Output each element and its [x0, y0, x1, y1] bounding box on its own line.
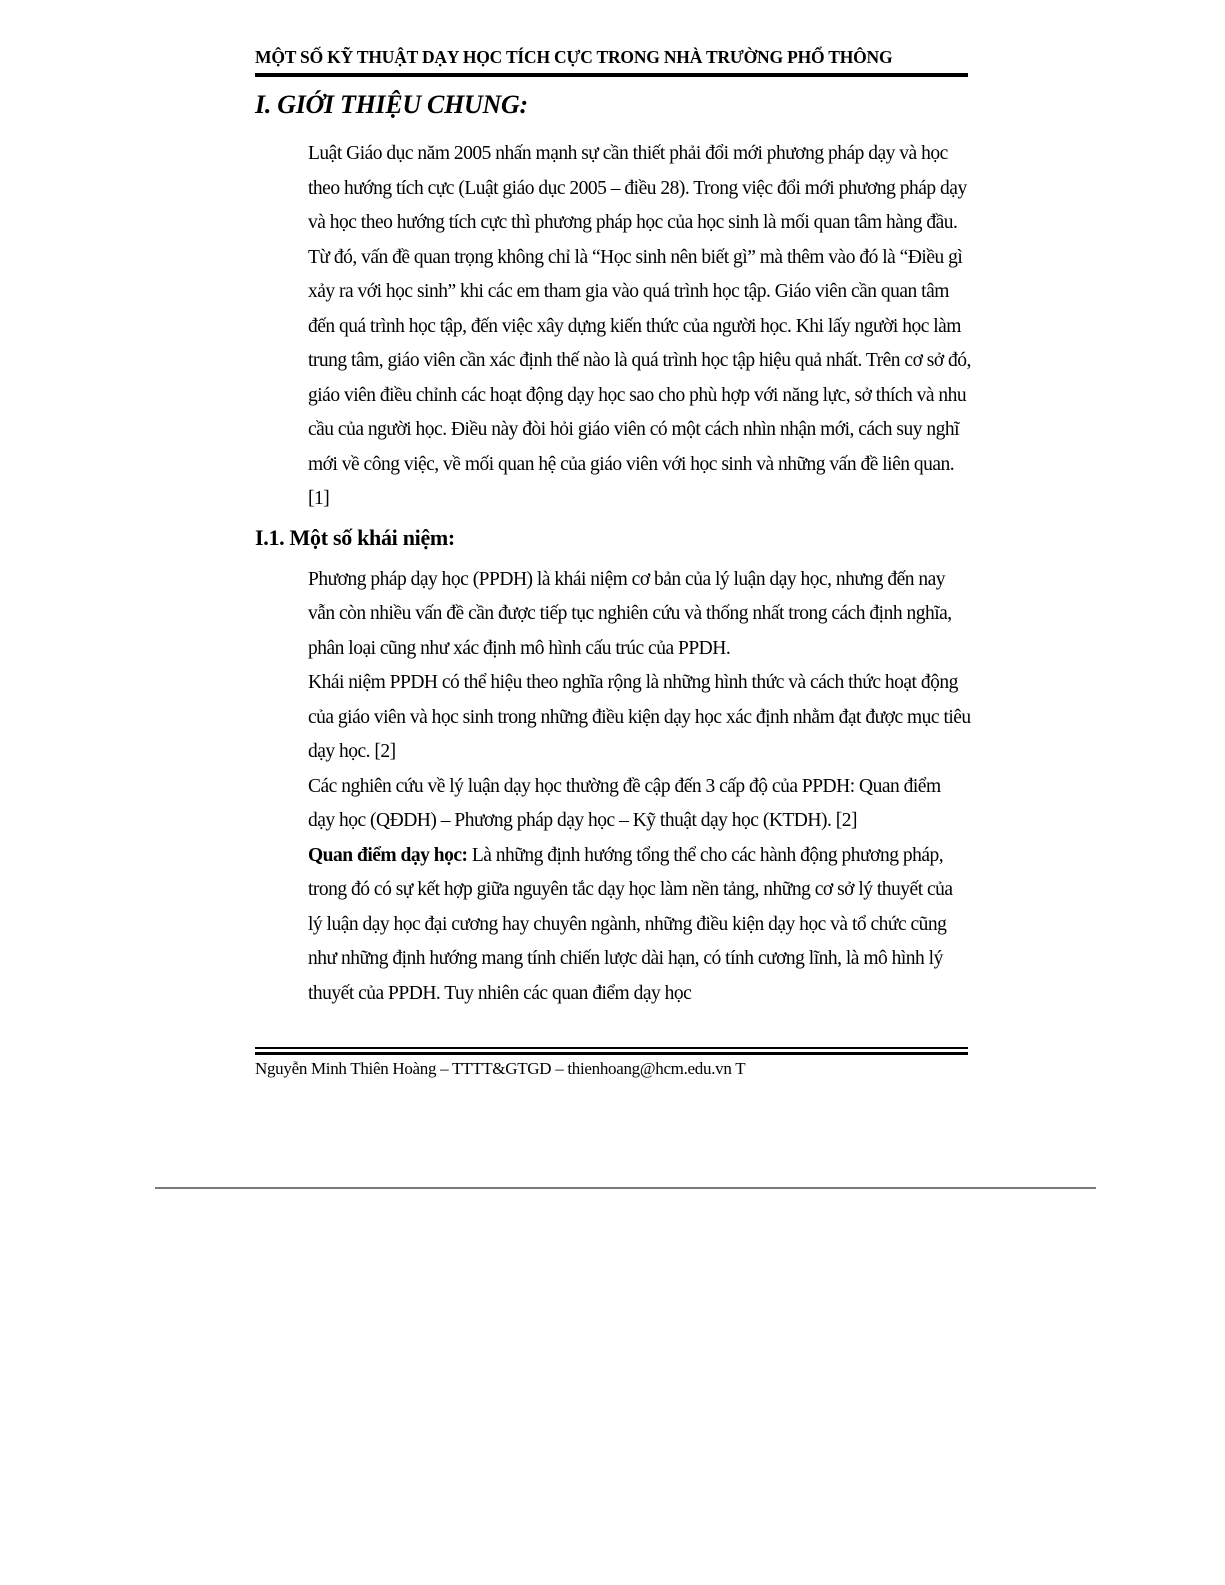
section-1-body: [308, 137, 971, 517]
document-footer: [255, 1047, 968, 1080]
document-header: [255, 46, 968, 77]
footer-double-rule: [255, 1047, 968, 1055]
section-1-1-body: [308, 563, 971, 1012]
paragraph: Khái niệm PPDH có thể hiệu theo nghĩa rộng là những hình thức và cách thức hoạt động của giáo viên và học sinh trong những điều kiện dạy học xác định nhằm đạt được mục tiêu dạy học. [2]: [308, 672, 971, 762]
paragraph-continuation: Là những định hướng tổng thể cho các hành động phương pháp, trong đó có sự kết hợp giữa nguyên tắc dạy học làm nền tảng, những cơ sở lý thuyết của lý luận dạy học đại cương hay chuyên ngành, những điều kiện dạy học và tổ chức cũng như những định hướng mang tính chiến lược dài hạn, có tính cương lĩnh, là mô hình lý thuyết của PPDH. Tuy nhiên các quan điểm dạy học: [308, 844, 953, 1004]
document-header-title: MỘT SỐ KỸ THUẬT DẠY HỌC TÍCH CỰC TRONG NHÀ TRƯỜNG PHỔ THÔNG: [255, 47, 893, 67]
paragraph: [308, 839, 971, 1012]
section-1-1-heading: I.1. Một số khái niệm:: [255, 524, 455, 550]
paragraph: Luật Giáo dục năm 2005 nhấn mạnh sự cần thiết phải đổi mới phương pháp dạy và học theo hướng tích cực (Luật giáo dục 2005 – điều 28). Trong việc đổi mới phương pháp dạy và học theo hướng tích cực thì phương pháp học của học sinh là mối quan tâm hàng đầu.: [308, 143, 967, 233]
paragraph: Từ đó, vấn đề quan trọng không chỉ là “Học sinh nên biết gì” mà thêm vào đó là “Điều gì xảy ra với học sinh” khi các em tham gia vào quá trình học tập. Giáo viên cần quan tâm đến quá trình học tập, đến việc xây dựng kiến thức của người học. Khi lấy người học làm trung tâm, giáo viên cần xác định thế nào là quá trình học tập hiệu quả nhất. Trên cơ sở đó, giáo viên điều chỉnh các hoạt động dạy học sao cho phù hợp với năng lực, sở thích và nhu cầu của người học. Điều này đòi hỏi giáo viên có một cách nhìn nhận mới, cách suy nghĩ mới về công việc, về mối quan hệ của giáo viên với học sinh và những vấn đề liên quan.[1]: [308, 246, 971, 509]
page-content: [255, 46, 971, 1011]
page-separator-line: [155, 1187, 1096, 1189]
paragraph: Phương pháp dạy học (PPDH) là khái niệm cơ bản của lý luận dạy học, nhưng đến nay vẫn còn nhiều vấn đề cần được tiếp tục nghiên cứu và thống nhất trong cách định nghĩa, phân loại cũng như xác định mô hình cấu trúc của PPDH.: [308, 568, 952, 659]
paragraph-bold-lead: Quan điểm dạy học:: [308, 844, 468, 866]
paragraph: Các nghiên cứu về lý luận dạy học thường đề cập đến 3 cấp độ của PPDH: Quan điểm dạy học (QĐDH) – Phương pháp dạy học – Kỹ thuật dạy học (KTDH). [2]: [308, 775, 941, 831]
section-1-heading: I. GIỚI THIỆU CHUNG:: [255, 90, 528, 119]
footer-author-line: Nguyễn Minh Thiên Hoàng – TTTT&GTGD – thienhoang@hcm.edu.vn T: [255, 1059, 746, 1078]
